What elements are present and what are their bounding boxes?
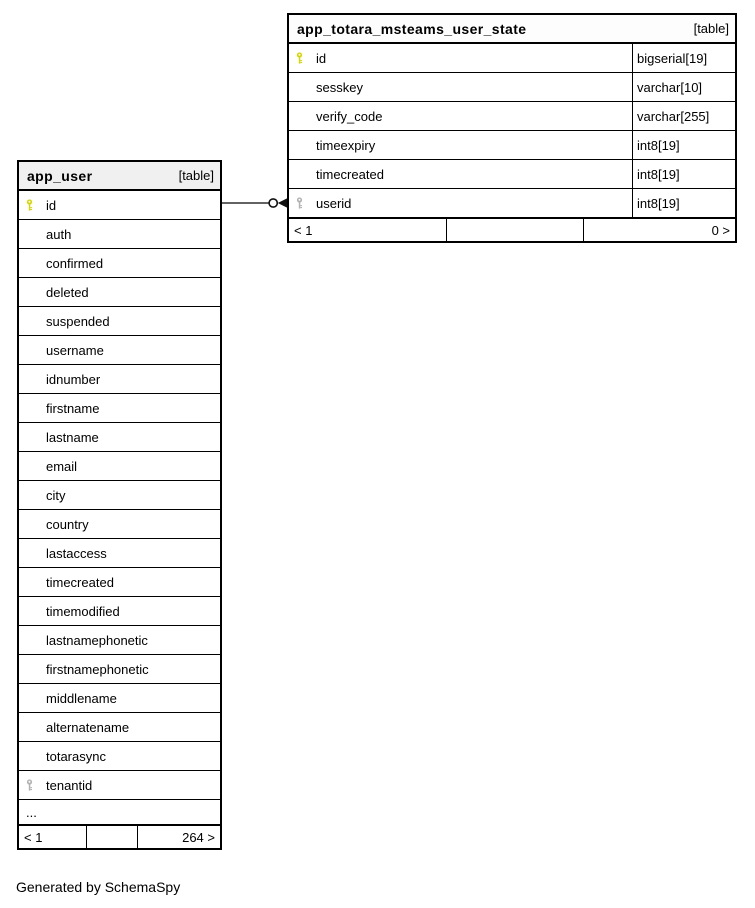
column-name: country [46, 516, 89, 532]
column-name: id [46, 197, 57, 213]
column-rows [19, 191, 220, 800]
table-column-row [19, 597, 220, 626]
column-name: lastname [46, 429, 99, 445]
key-icon [24, 605, 44, 617]
primary-key-icon [24, 199, 44, 211]
key-icon [24, 518, 44, 530]
column-name: firstname [46, 400, 100, 416]
footer-middle [86, 826, 138, 848]
parent-count: < 1 [24, 829, 43, 845]
table-column-row [19, 278, 220, 307]
parent-count: < 1 [294, 222, 313, 238]
table-column-row [19, 481, 220, 510]
key-icon [24, 750, 44, 762]
children-count: 264 > [182, 829, 215, 845]
column-name: firstnamephonetic [46, 661, 149, 677]
children-count: 0 > [711, 222, 730, 238]
table-column-row [19, 684, 220, 713]
column-name: totarasync [46, 748, 106, 764]
key-icon [24, 373, 44, 385]
column-name: idnumber [46, 371, 101, 387]
column-type: int8[19] [632, 131, 735, 159]
key-icon [24, 547, 44, 559]
key-icon [24, 576, 44, 588]
column-type: bigserial[19] [632, 44, 735, 72]
key-icon [24, 402, 44, 414]
column-name: deleted [46, 284, 89, 300]
key-icon [294, 110, 314, 122]
table-column-row [19, 307, 220, 336]
column-rows [289, 44, 735, 218]
column-name: verify_code [316, 108, 383, 124]
column-name: timecreated [316, 166, 384, 182]
table-footer [289, 218, 735, 241]
column-type: varchar[255] [632, 102, 735, 130]
table-column-row [19, 365, 220, 394]
column-name: suspended [46, 313, 110, 329]
key-icon [294, 139, 314, 151]
key-icon [24, 431, 44, 443]
column-name: middlename [46, 690, 117, 706]
key-icon [24, 489, 44, 501]
table-column-row [289, 44, 735, 73]
key-icon [294, 168, 314, 180]
column-name: timemodified [46, 603, 120, 619]
table-column-row [19, 626, 220, 655]
table-column-row [289, 102, 735, 131]
table-column-row [289, 189, 735, 218]
table-header [289, 15, 735, 44]
column-name: alternatename [46, 719, 130, 735]
column-type: varchar[10] [632, 73, 735, 101]
column-name: sesskey [316, 79, 363, 95]
column-name: userid [316, 195, 352, 211]
table-app-totara-msteams-user-state[interactable] [287, 13, 737, 243]
primary-key-icon [294, 52, 314, 64]
column-name: username [46, 342, 104, 358]
column-name: auth [46, 226, 72, 242]
column-name: city [46, 487, 66, 503]
table-app-user[interactable] [17, 160, 222, 850]
key-icon [24, 721, 44, 733]
table-column-row [19, 249, 220, 278]
column-type: int8[19] [632, 189, 735, 217]
table-column-row [19, 452, 220, 481]
table-column-row [19, 742, 220, 771]
table-column-row [19, 191, 220, 220]
key-icon [24, 460, 44, 472]
foreign-key-icon [294, 197, 314, 209]
column-name: timecreated [46, 574, 114, 590]
key-icon [24, 692, 44, 704]
column-name: confirmed [46, 255, 104, 271]
column-name: id [316, 50, 327, 66]
key-icon [24, 257, 44, 269]
table-column-row [19, 336, 220, 365]
column-name: lastaccess [46, 545, 107, 561]
relationship-circle-marker [269, 199, 277, 207]
key-icon [24, 228, 44, 240]
table-tag: [table] [178, 168, 214, 183]
column-name: tenantid [46, 777, 93, 793]
key-icon [24, 315, 44, 327]
table-title[interactable]: app_totara_msteams_user_state [297, 20, 527, 37]
table-column-row [289, 73, 735, 102]
table-footer [19, 825, 220, 848]
table-column-row [19, 220, 220, 249]
key-icon [294, 81, 314, 93]
table-column-row [19, 713, 220, 742]
key-icon [24, 344, 44, 356]
key-icon [24, 663, 44, 675]
table-column-row [19, 423, 220, 452]
table-tag: [table] [693, 21, 729, 36]
generated-by-note: Generated by SchemaSpy [16, 879, 181, 895]
table-column-row [19, 771, 220, 800]
key-icon [24, 634, 44, 646]
more-columns-indicator: ... [19, 800, 220, 825]
table-column-row [19, 568, 220, 597]
table-column-row [19, 510, 220, 539]
relationship-arrowhead-icon [278, 198, 287, 207]
table-column-row [19, 394, 220, 423]
table-column-row [19, 539, 220, 568]
fk-relationship-connector [220, 194, 287, 212]
key-icon [24, 286, 44, 298]
table-column-row [289, 160, 735, 189]
column-name: lastnamephonetic [46, 632, 148, 648]
table-title[interactable]: app_user [27, 167, 93, 184]
column-name: timeexpiry [316, 137, 376, 153]
footer-middle [446, 219, 584, 241]
table-header [19, 162, 220, 191]
column-name: email [46, 458, 78, 474]
foreign-key-icon [24, 779, 44, 791]
table-column-row [289, 131, 735, 160]
column-type: int8[19] [632, 160, 735, 188]
table-column-row [19, 655, 220, 684]
